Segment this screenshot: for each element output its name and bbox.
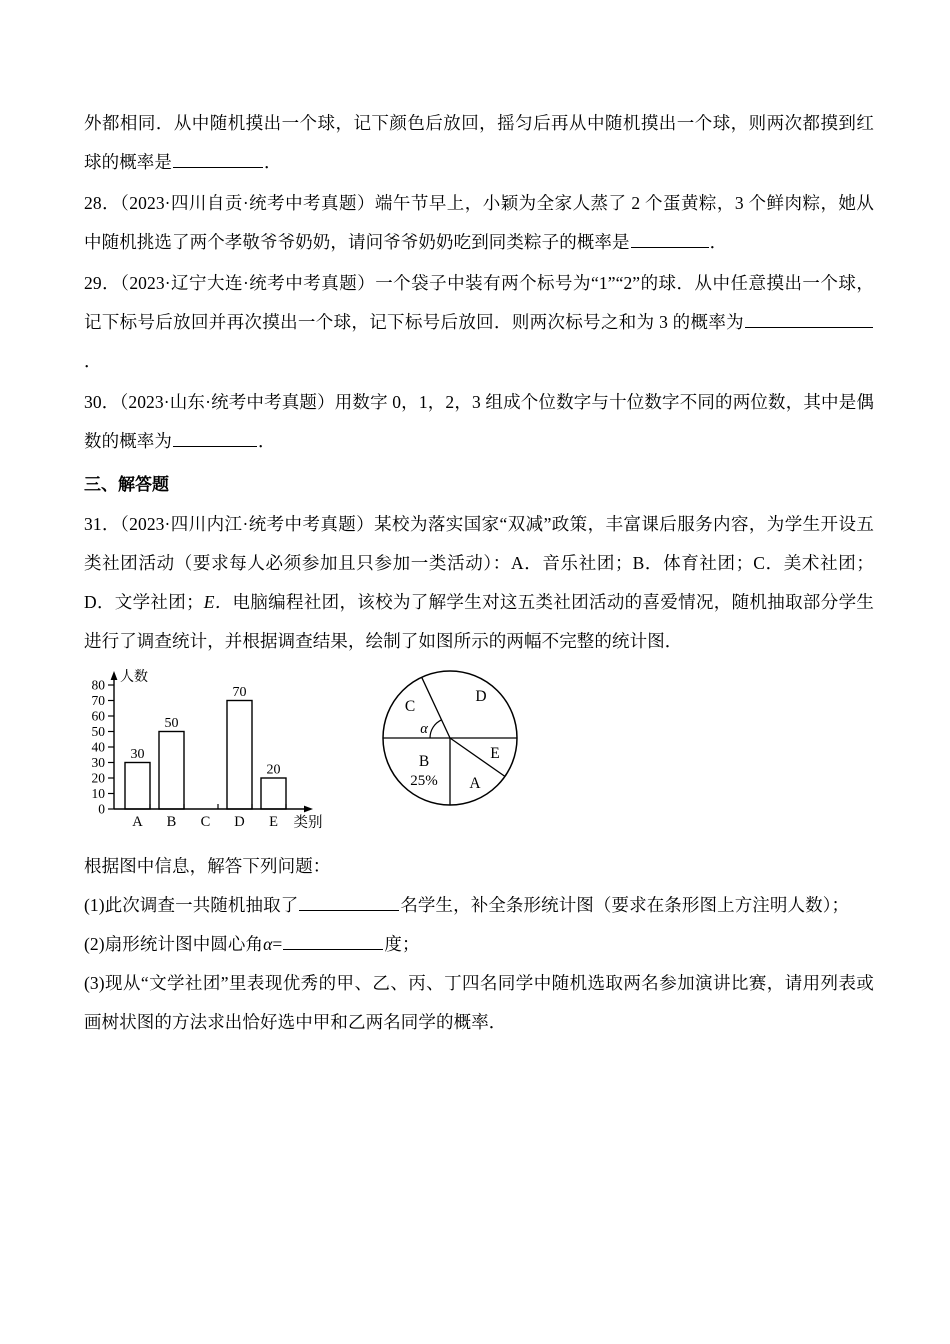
statistics-figures	[84, 667, 874, 847]
q31-sub2-equals: =	[272, 934, 283, 954]
q29-source: （2023·辽宁大连·统考中考真题）	[120, 273, 376, 293]
x-category-label-B: B	[166, 814, 177, 830]
q31-sub2-blank[interactable]	[283, 934, 383, 950]
q31-body: 某校为落实国家“双减”政策，丰富课后服务内容，为学生开设五类社团活动（要求每人必须参加且只参加一类活动）：A．音乐社团；B．体育社团；C．美术社团；D．文学社团；	[84, 514, 874, 612]
x-category-label-D: D	[234, 814, 245, 830]
question-30	[84, 383, 874, 461]
q31-sub-question-2	[84, 925, 874, 964]
q31-sub2-before: (2)扇形统计图中圆心角	[84, 934, 264, 954]
q31-source: （2023·四川内江·统考中考真题）	[119, 514, 375, 534]
y-tick-label-40: 40	[91, 739, 105, 755]
q28-number: 28．	[84, 193, 121, 213]
q29-answer-blank[interactable]	[745, 312, 873, 328]
q30-body-end: ．	[258, 431, 276, 451]
q31-sub2-after: 度；	[384, 934, 420, 954]
q31-sub2-alpha-symbol: α	[263, 934, 273, 954]
section-heading-answer-questions: 三、解答题	[84, 475, 169, 494]
y-tick-label-0: 0	[98, 801, 105, 817]
q31-number: 31．	[84, 514, 120, 534]
x-category-label-E: E	[269, 814, 278, 830]
x-axis-ticks	[150, 804, 286, 809]
bar-value-label-D: 70	[232, 685, 247, 700]
q31-sub-question-1	[84, 886, 874, 925]
x-category-label-C: C	[200, 814, 211, 830]
q29-number: 29．	[84, 273, 121, 293]
x-category-label-A: A	[132, 814, 143, 830]
y-axis-arrow-icon	[111, 671, 118, 680]
pie-data-label-B-percent: 25%	[410, 773, 438, 789]
q28-source: （2023·四川自贡·统考中考真题）	[120, 193, 375, 213]
y-tick-label-60: 60	[91, 708, 105, 724]
q28-answer-blank[interactable]	[631, 232, 709, 248]
y-tick-label-20: 20	[91, 770, 105, 786]
pie-label-E: E	[490, 745, 500, 762]
bar-value-label-B: 50	[164, 716, 179, 731]
y-tick-label-30: 30	[91, 755, 105, 770]
question-29	[84, 264, 874, 381]
x-axis-arrow-icon	[304, 806, 313, 813]
q29-body-end: ．	[84, 351, 102, 371]
q31-prompt: 根据图中信息，解答下列问题：	[84, 856, 331, 876]
pie-chart	[362, 663, 542, 843]
q31-sub1-blank[interactable]	[299, 895, 399, 911]
bar-value-label-E: 20	[266, 762, 281, 778]
pie-label-B: B	[418, 753, 430, 770]
q30-source: （2023·山东·统考中考真题）	[119, 392, 335, 412]
bar-chart-x-axis-label: 类别	[293, 815, 323, 831]
q27-text-before: 外都相同．从中随机摸出一个球，记下颜色后放回，摇匀后再从中随机摸出一个球，则两次都摸到红球的概率是	[84, 113, 874, 172]
q31-sub1-before: (1)此次调查一共随机抽取了	[84, 895, 299, 915]
q31-sub-question-3: (3)现从“文学社团”里表现优秀的甲、乙、丙、丁四名同学中随机选取两名参加演讲比赛，请用列表或画树状图的方法求出恰好选中甲和乙两名同学的概率．	[84, 973, 874, 1032]
q27-answer-blank[interactable]	[173, 152, 263, 168]
page-content	[84, 104, 874, 1042]
q31-item-e: E．	[203, 592, 233, 612]
bar-chart-y-axis-label: 人数	[120, 670, 148, 685]
bar-E	[261, 778, 286, 809]
pie-angle-label-alpha: α	[420, 721, 428, 737]
q29-body: 一个袋子中装有两个标号为“1”“2”的球．从中任意摸出一个球，记下标号后放回并再次摸出一个球，记下标号后放回．则两次标号之和为 3 的概率为	[84, 273, 874, 332]
q30-number: 30．	[84, 392, 120, 412]
bar-B	[159, 732, 184, 810]
bar-D	[227, 701, 252, 810]
q30-answer-blank[interactable]	[173, 431, 257, 447]
y-tick-label-70: 70	[91, 693, 105, 708]
question-28	[84, 184, 874, 262]
y-tick-label-50: 50	[91, 724, 105, 739]
paragraph-q27-continuation	[84, 104, 874, 182]
bar-value-label-A: 30	[130, 747, 145, 762]
pie-angle-arc	[430, 720, 442, 738]
q31-body-continued: 电脑编程社团，该校为了解学生对这五类社团活动的喜爱情况，随机抽取部分学生进行了调查统计，并根据调查结果，绘制了如图所示的两幅不完整的统计图．	[84, 592, 874, 651]
y-tick-label-80: 80	[91, 677, 105, 693]
bar-chart	[84, 667, 354, 847]
pie-label-D: D	[475, 688, 487, 705]
pie-label-C: C	[404, 698, 416, 715]
pie-label-A: A	[469, 775, 481, 792]
q30-body: 用数字 0，1，2，3 组成个位数字与十位数字不同的两位数，其中是偶数的概率为	[84, 392, 874, 451]
y-tick-label-10: 10	[91, 786, 105, 801]
question-31	[84, 505, 874, 661]
y-axis-ticks	[108, 685, 114, 809]
bar-A	[125, 763, 150, 810]
q27-text-after: ．	[264, 152, 282, 172]
q28-body-end: ．	[709, 232, 728, 252]
q31-sub1-after: 名学生，补全条形统计图（要求在条形图上方注明人数）；	[400, 895, 850, 915]
q28-body: 端午节早上，小颖为全家人蒸了 2 个蛋黄粽，3 个鲜肉粽，她从中随机挑选了两个孝敬爷爷奶奶，请问爷爷奶奶吃到同类粽子的概率是	[84, 193, 874, 252]
